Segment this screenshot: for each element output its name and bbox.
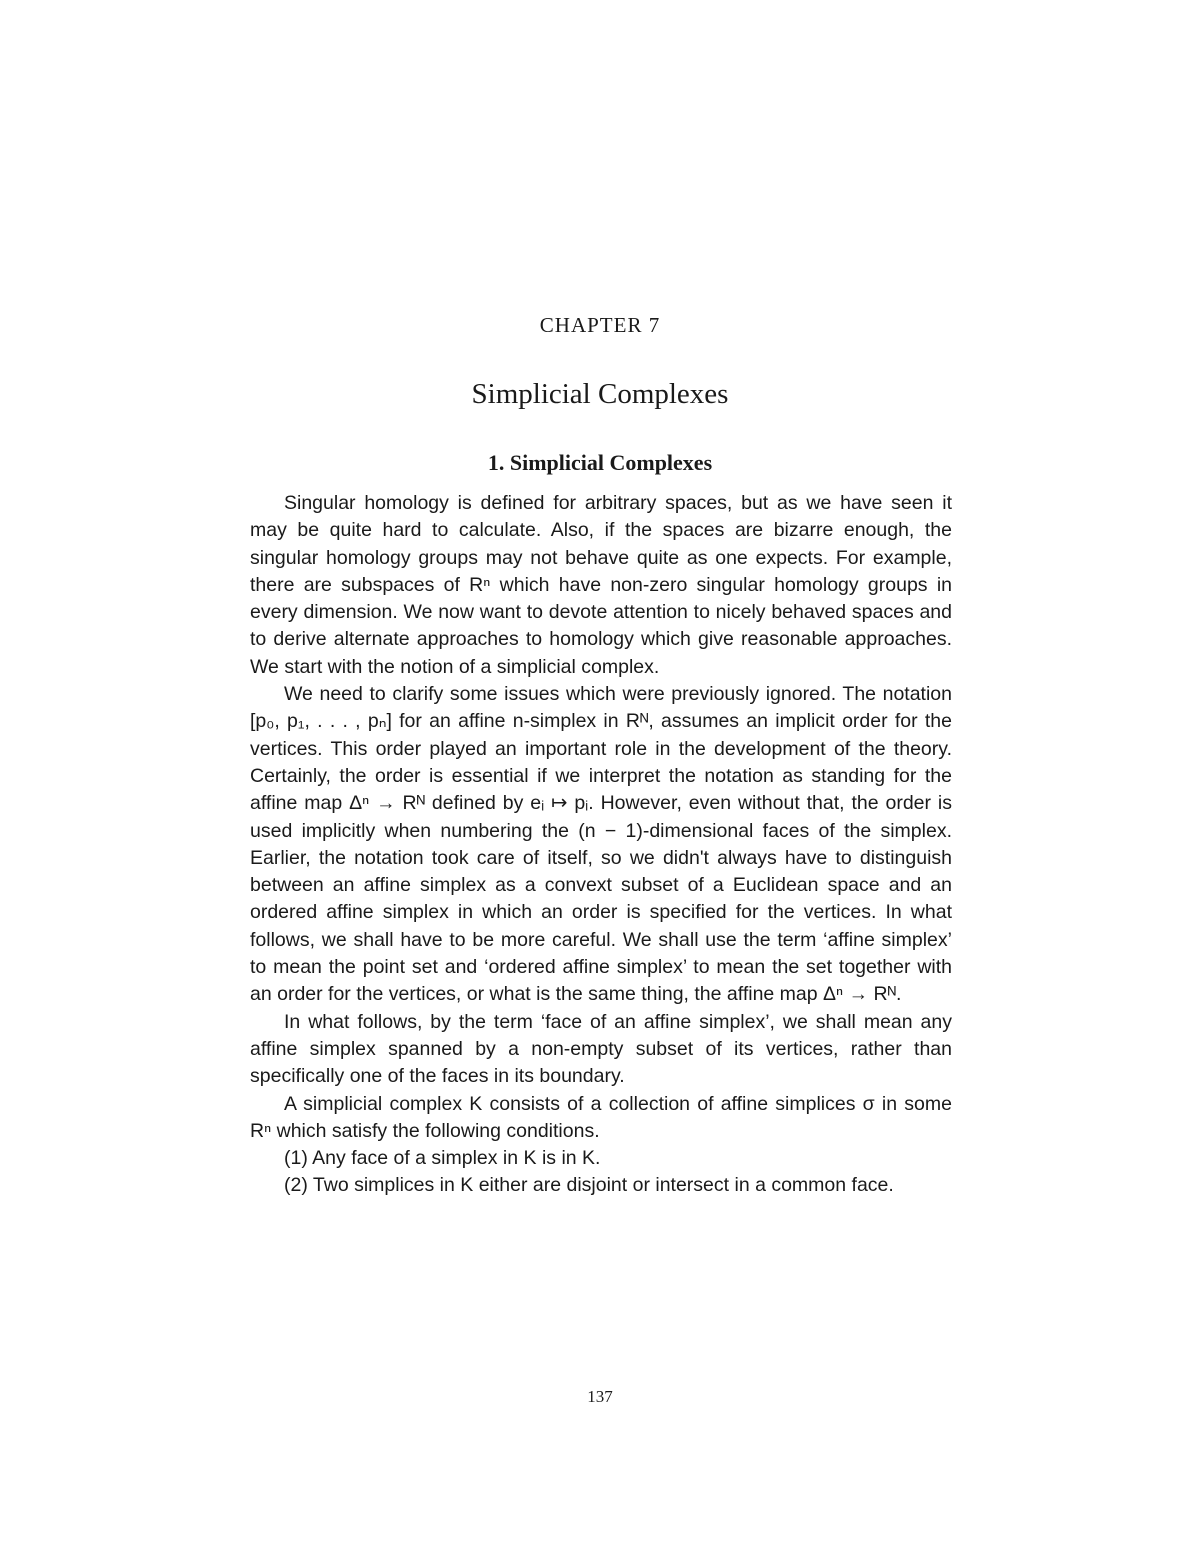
section-title: 1. Simplicial Complexes [487,450,713,475]
body-text [250,490,952,1200]
condition-item: (1) Any face of a simplex in K is in K. [284,1147,601,1170]
paragraph: Singular homology is defined for arbitrary spaces, but as we have seen it may be quite hard to calculate. Also, if the spaces are bizarre enough, the singular homology groups may not behave quite as one expects. For example, there are subspaces of Rⁿ which have non-zero singular homology groups in every dimension. We now want to devote attention to nicely behaved spaces and to derive alternate approaches to homology which give reasonable approaches. We start with the notion of a simplicial complex. [250,492,952,678]
page-number: 137 [587,1387,613,1406]
condition-item: (2) Two simplices in K either are disjoint or intersect in a common face. [284,1174,894,1197]
paragraph: A simplicial complex K consists of a collection of affine simplices σ in some Rⁿ which satisfy the following conditions. [250,1092,952,1142]
paragraph: We need to clarify some issues which were previously ignored. The notation [p₀, p₁, . . . , pₙ] for an affine n-simplex in Rᴺ, assumes an implicit order for the vertices. This order played an important role in the development of the theory. Certainly, the order is essential if we interpret the notation as standing for the affine map Δⁿ → Rᴺ defined by eᵢ ↦ pᵢ. However, even without that, the order is used implicitly when numbering the (n − 1)-dimensional faces of the simplex. Earlier, the notation took care of itself, so we didn't always have to distinguish between an affine simplex as a convext subset of a Euclidean space and an ordered affine simplex in which an order is specified for the vertices. In what follows, we shall have to be more careful. We shall use the term ‘affine simplex’ to mean the point set and ‘ordered affine simplex’ to mean the set together with an order for the vertices, or what is the same thing, the affine map Δⁿ → Rᴺ. [250,683,952,1006]
paragraph: In what follows, by the term ‘face of an affine simplex’, we shall mean any affine simplex spanned by a non-empty subset of its vertices, rather than specifically one of the faces in its boundary. [250,1010,952,1088]
chapter-label: CHAPTER 7 [539,313,661,337]
chapter-title: Simplicial Complexes [471,378,729,410]
